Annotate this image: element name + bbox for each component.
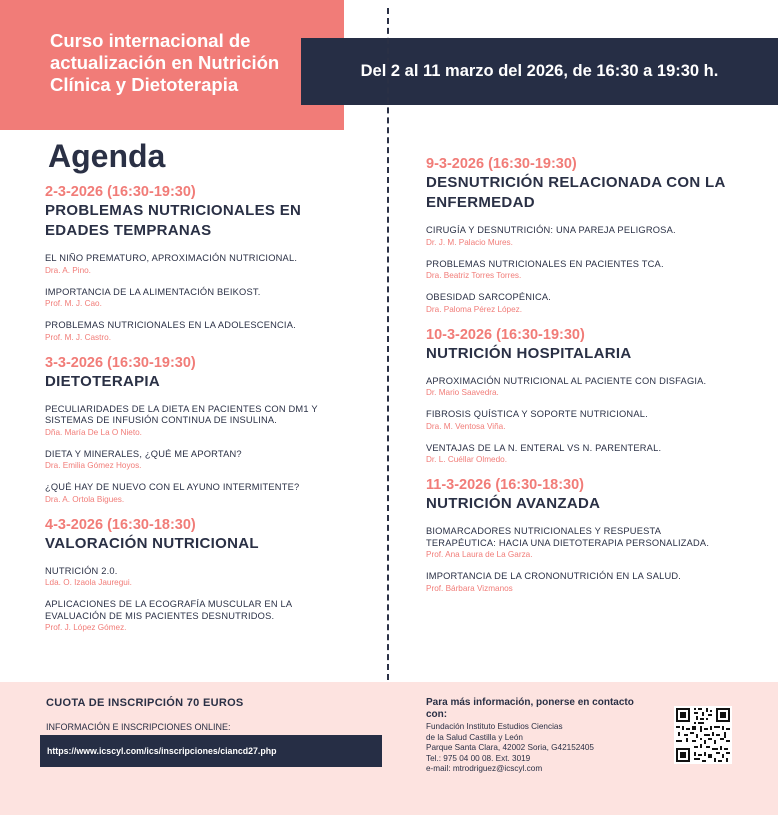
date-banner: Del 2 al 11 marzo del 2026, de 16:30 a 19:30 h. — [301, 38, 778, 105]
right-column — [426, 155, 726, 605]
section-date: 2-3-2026 (16:30-19:30) — [45, 184, 196, 200]
talk — [426, 409, 726, 432]
contact-line: Parque Santa Clara, 42002 Soria, G42152405 — [426, 743, 594, 752]
section-date: 10-3-2026 (16:30-19:30) — [426, 326, 585, 343]
contact-line: Fundación Instituto Estudios Ciencias — [426, 722, 563, 731]
agenda-title: Agenda — [48, 138, 166, 174]
talk-title: EL NIÑO PREMATURO, APROXIMACIÓN NUTRICIONAL. — [45, 253, 298, 263]
talk — [45, 287, 345, 310]
contact-line: Tel.: 975 04 00 08. Ext. 3019 — [426, 753, 531, 763]
section-date: 4-3-2026 (16:30-18:30) — [45, 516, 196, 533]
talk-speaker: Prof. J. López Gómez. — [45, 623, 127, 632]
talk-speaker: Dr. J. M. Palacio Mures. — [426, 237, 513, 247]
talk — [426, 526, 726, 560]
talk-speaker: Dña. María De La O Nieto. — [45, 427, 142, 437]
talk-title: CIRUGÍA Y DESNUTRICIÓN: UNA PAREJA PELIGROSA. — [426, 225, 676, 235]
talk-title: FIBROSIS QUÍSTICA Y SOPORTE NUTRICIONAL. — [426, 409, 648, 419]
talk-speaker: Dr. L. Cuéllar Olmedo. — [426, 455, 507, 464]
contact-email[interactable]: e-mail: mtrodriguez@icscyl.com — [426, 764, 543, 773]
talk-title: PROBLEMAS NUTRICIONALES EN PACIENTES TCA. — [426, 258, 664, 269]
qr-code-graphic — [674, 706, 732, 764]
talk-speaker: Lda. O. Izaola Jauregui. — [45, 578, 132, 587]
section-date: 9-3-2026 (16:30-19:30) — [426, 156, 577, 172]
talk-title: OBESIDAD SARCOPÉNICA. — [426, 292, 552, 302]
talk-title: IMPORTANCIA DE LA CRONONUTRICIÓN EN LA SALUD. — [426, 571, 682, 581]
talk — [426, 259, 726, 282]
talk — [45, 253, 345, 276]
talk-speaker: Prof. Bárbara Vizmanos — [426, 583, 513, 593]
talk — [45, 404, 345, 438]
contact-title: Para más información, ponerse en contacto con: — [426, 697, 634, 720]
talk-speaker: Prof. M. J. Castro. — [45, 332, 111, 342]
talk — [426, 443, 726, 466]
talk-speaker: Dra. Beatriz Torres Torres. — [426, 271, 522, 280]
agenda-section — [45, 354, 345, 505]
talk-title: BIOMARCADORES NUTRICIONALES Y RESPUESTA TERAPÉUTICA: HACIA UNA DIETOTERAPIA PERSONALIZADA. — [426, 526, 710, 548]
section-date: 11-3-2026 (16:30-18:30) — [426, 477, 584, 493]
section-title: VALORACIÓN NUTRICIONAL — [45, 534, 259, 552]
qr-code-icon[interactable] — [674, 706, 732, 764]
talk-title: DIETA Y MINERALES, ¿QUÉ ME APORTAN? — [45, 448, 242, 459]
contact-info — [426, 722, 666, 775]
course-title: Curso internacional de actualización en Nutrición Clínica y Dietoterapia — [50, 30, 280, 95]
contact-line: de la Salud Castilla y León — [426, 732, 523, 742]
talk-title: IMPORTANCIA DE LA ALIMENTACIÓN BEIKOST. — [45, 286, 261, 297]
talk — [426, 571, 726, 594]
talk-speaker: Prof. M. J. Cao. — [45, 299, 102, 308]
agenda-section — [426, 476, 726, 594]
talk-speaker: Dr. Mario Saavedra. — [426, 388, 499, 397]
info-label: INFORMACIÓN E INSCRIPCIONES ONLINE: — [46, 722, 231, 732]
talk-title: VENTAJAS DE LA N. ENTERAL VS N. PARENTERAL. — [426, 442, 662, 453]
talk-title: APROXIMACIÓN NUTRICIONAL AL PACIENTE CON DISFAGIA. — [426, 375, 707, 386]
talk — [45, 449, 345, 472]
talk — [426, 225, 726, 248]
talk — [45, 599, 345, 633]
talk-speaker: Dra. A. Pino. — [45, 265, 91, 275]
talk — [45, 566, 345, 589]
talk-speaker: Dra. M. Ventosa Viña. — [426, 421, 506, 431]
talk-title: PROBLEMAS NUTRICIONALES EN LA ADOLESCENCIA. — [45, 320, 296, 330]
section-title: DESNUTRICIÓN RELACIONADA CON LA ENFERMEDAD — [426, 174, 726, 211]
talk-speaker: Dra. Paloma Pérez López. — [426, 304, 523, 314]
left-column — [45, 183, 345, 644]
section-title: DIETOTERAPIA — [45, 372, 161, 390]
talk-title: NUTRICIÓN 2.0. — [45, 565, 118, 576]
talk — [426, 376, 726, 399]
agenda-section — [426, 326, 726, 466]
section-title: NUTRICIÓN HOSPITALARIA — [426, 344, 632, 362]
agenda-section — [45, 183, 345, 343]
talk — [426, 292, 726, 315]
section-title: PROBLEMAS NUTRICIONALES EN EDADES TEMPRANAS — [45, 202, 302, 239]
talk — [45, 320, 345, 343]
talk-speaker: Dra. A. Ortola Bigues. — [45, 494, 125, 504]
section-title: NUTRICIÓN AVANZADA — [426, 495, 601, 512]
talk — [45, 482, 345, 505]
talk-title: ¿QUÉ HAY DE NUEVO CON EL AYUNO INTERMITENTE? — [45, 482, 300, 492]
registration-url-link[interactable]: https://www.icscyl.com/ics/inscripciones/ciancd27.php — [40, 735, 382, 767]
talk-speaker: Prof. Ana Laura de La Garza. — [426, 550, 533, 559]
registration-fee: CUOTA DE INSCRIPCIÓN 70 EUROS — [46, 697, 244, 709]
talk-title: PECULIARIDADES DE LA DIETA EN PACIENTES CON DM1 Y SISTEMAS DE INFUSIÓN CONTINUA DE INSULINA. — [45, 403, 318, 425]
agenda-section — [426, 155, 726, 315]
talk-title: APLICACIONES DE LA ECOGRAFÍA MUSCULAR EN LA EVALUACIÓN DE MIS PACIENTES DESNUTRIDOS. — [45, 599, 292, 621]
talk-speaker: Dra. Emilia Gómez Hoyos. — [45, 461, 142, 470]
agenda-section — [45, 516, 345, 634]
section-date: 3-3-2026 (16:30-19:30) — [45, 354, 196, 371]
column-divider — [387, 8, 389, 680]
